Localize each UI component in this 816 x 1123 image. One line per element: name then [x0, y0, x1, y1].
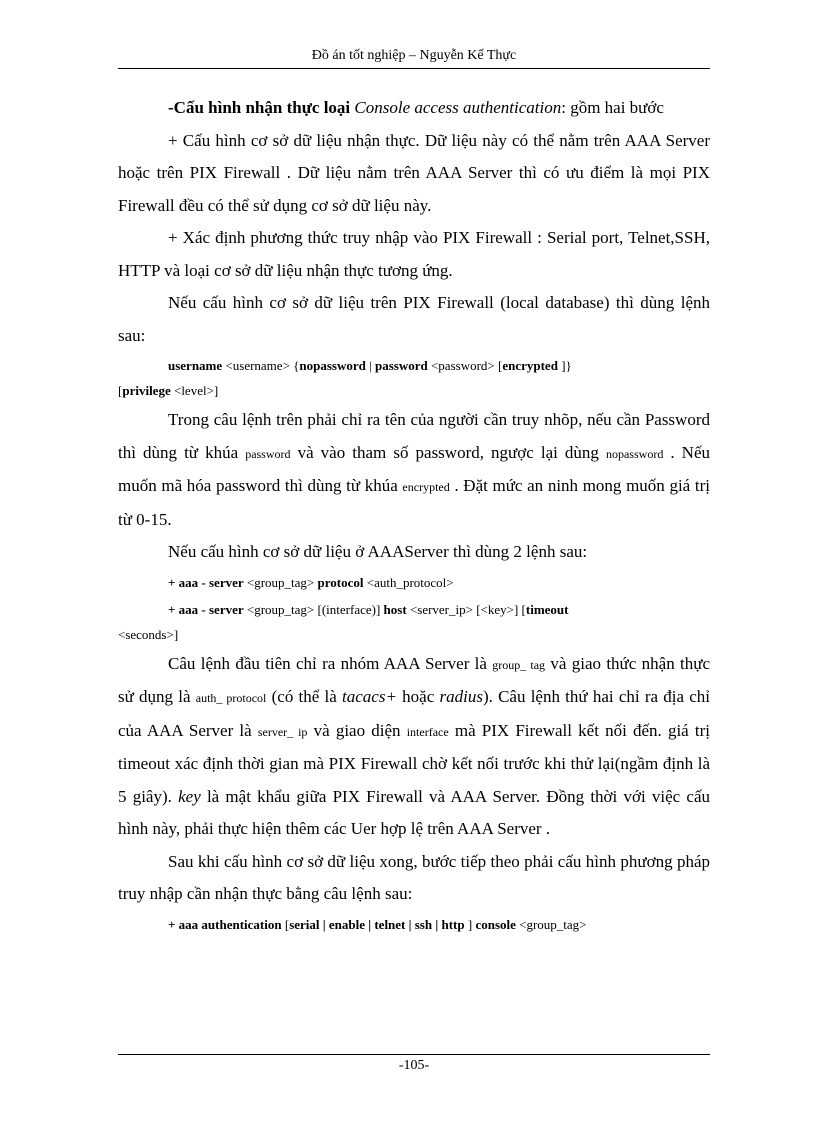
cmd-keyword: + aaa authentication	[168, 916, 282, 932]
paragraph-aaa-server: Nếu cấu hình cơ sở dữ liệu ở AAAServer thì dùng 2 lệnh sau:	[168, 542, 588, 561]
cmd-text: [	[281, 916, 290, 932]
italic-term: radius	[439, 687, 483, 706]
paragraph-local-db: Nếu cấu hình cơ sở dữ liệu trên PIX Firewall (local database) thì dùng lệnh sau:	[118, 293, 710, 345]
cmd-keyword: + aaa - server	[168, 574, 244, 590]
inline-keyword: interface	[406, 724, 449, 739]
text-run: là mật khẩu giữa PIX Firewall và AAA Server. Đồng thời với việc cấu hình này, phải thực hiện thêm các Uer hợp lệ trên AAA Server .	[118, 786, 711, 838]
cmd-text: ]	[464, 916, 476, 932]
text-run: và giao diện	[307, 720, 407, 740]
cmd-keyword: host	[383, 601, 407, 617]
text-run: và giao thức nhận thực sử dụng là	[118, 653, 711, 706]
document-body	[118, 92, 710, 938]
console-auth-rest: : gồm hai bước	[561, 98, 664, 117]
cmd-text: <group_tag>	[243, 574, 318, 590]
cmd-keyword: password	[374, 358, 428, 373]
paragraph-step-1: + Cấu hình cơ sở dữ liệu nhận thực. Dữ liệu này có thể nằm trên AAA Server hoặc trên PIX Firewall . Dữ liệu nằm trên AAA Server thì có ưu điểm là mọi PIX Firewall đều có thể sử dụng cơ sở dữ liệu này.	[118, 130, 710, 215]
console-auth-term: Console access authentication	[354, 98, 562, 117]
cmd-text: <password> [	[427, 358, 503, 373]
cmd-text: <server_ip> [<key>] [	[406, 601, 526, 617]
cmd-keyword: encrypted	[502, 358, 558, 373]
inline-keyword: server_ ip	[257, 724, 308, 739]
command-aaa-server-host	[118, 596, 710, 623]
page-number: -105-	[398, 1058, 430, 1073]
italic-term: key	[178, 786, 201, 806]
command-username-cont	[118, 377, 710, 404]
command-username	[118, 352, 710, 379]
footer-rule	[118, 1054, 710, 1055]
command-aaa-server-host-cont	[118, 621, 710, 648]
page-header: Đồ án tốt nghiệp – Nguyễn Kế Thực	[311, 48, 517, 63]
cmd-keyword: timeout	[525, 601, 569, 617]
command-aaa-server-protocol	[118, 569, 710, 596]
text-run: Câu lệnh đầu tiên chỉ ra nhóm AAA Server là	[168, 653, 493, 673]
text-run: . Đặt mức an ninh mong muốn giá trị từ 0-15.	[118, 476, 710, 529]
cmd-text: <group_tag>	[515, 916, 587, 932]
paragraph-username-explain	[118, 404, 710, 536]
inline-keyword: nopassword	[605, 446, 664, 461]
cmd-text: |	[365, 358, 375, 373]
inline-keyword: password	[245, 446, 291, 461]
cmd-keyword: protocol	[317, 574, 364, 590]
italic-term: tacacs+	[342, 687, 397, 706]
paragraph-step-2: + Xác định phương thức truy nhập vào PIX Firewall : Serial port, Telnet,SSH, HTTP và loại cơ sở dữ liệu nhận thực tương ứng.	[118, 228, 710, 280]
cmd-text: <seconds>]	[118, 626, 179, 642]
cmd-keyword: nopassword	[299, 358, 366, 373]
text-run: ). Câu lệnh thứ hai chỉ ra địa chỉ của AAA Server là	[118, 687, 710, 740]
inline-keyword: auth_ protocol	[195, 691, 267, 705]
cmd-text: <username> {	[222, 358, 300, 373]
cmd-keyword: username	[168, 358, 223, 373]
console-auth-heading: -Cấu hình nhận thực loại	[168, 98, 355, 117]
command-aaa-authentication	[118, 911, 710, 938]
text-run: mà PIX Firewall kết nối đến. giá trị timeout xác định thời gian mà PIX Firewall chờ kết nối trước khi thử lại(ngầm định là 5 giây).	[118, 720, 710, 806]
paragraph-console-auth	[118, 92, 710, 125]
cmd-keyword: console	[475, 916, 516, 932]
cmd-text: [	[118, 383, 123, 398]
text-run: và vào tham số password, ngược lại dùng	[290, 442, 606, 462]
cmd-text: <group_tag> [(interface)]	[243, 601, 384, 617]
header-rule	[118, 68, 710, 69]
paragraph-access-method: Sau khi cấu hình cơ sở dữ liệu xong, bước tiếp theo phải cấu hình phương pháp truy nhập cần nhận thực bằng câu lệnh sau:	[118, 851, 710, 903]
inline-keyword: encrypted	[402, 480, 450, 494]
cmd-keyword: + aaa - server	[168, 601, 244, 617]
cmd-text: <level>]	[170, 383, 219, 398]
text-run: Trong câu lệnh trên phải chỉ ra tên của người cần truy nhõp, nếu cần Password thì dùng từ khúa	[118, 410, 710, 462]
text-run: . Nếu muốn mã hóa password thì dùng từ khúa	[118, 442, 711, 495]
text-run: (có thể là	[266, 687, 343, 706]
cmd-keyword: privilege	[122, 383, 171, 398]
paragraph-aaa-explain	[118, 648, 710, 846]
cmd-text: <auth_protocol>	[363, 574, 454, 590]
text-run: hoặc	[396, 687, 440, 706]
cmd-keyword: serial | enable | telnet | ssh | http	[289, 916, 465, 932]
cmd-text: ]}	[557, 358, 572, 373]
inline-keyword: group_ tag	[492, 657, 546, 672]
